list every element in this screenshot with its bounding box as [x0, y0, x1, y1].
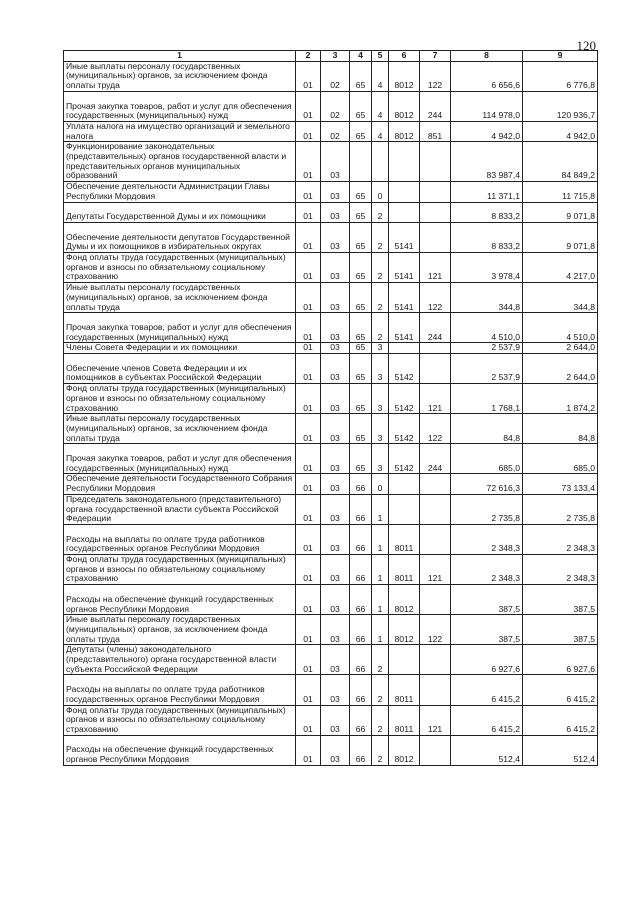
row-subsection: 03: [321, 283, 350, 313]
row-section: 01: [296, 142, 321, 182]
row-amount-1: 2 348,3: [451, 555, 523, 585]
row-program: 65: [350, 384, 372, 414]
row-section: 01: [296, 705, 321, 735]
row-target-article: 5142: [389, 354, 420, 384]
row-section: 01: [296, 444, 321, 474]
row-amount-1: 3 978,4: [451, 253, 523, 283]
row-target-article: 8012: [389, 61, 420, 91]
row-program: 66: [350, 494, 372, 524]
row-program: [350, 142, 372, 182]
row-name: Фонд оплаты труда государственных (муниципальных) органов и взносы по обязательному социальному страхованию: [64, 555, 296, 585]
row-subsection: 02: [321, 121, 350, 141]
header-cell: 3: [321, 51, 350, 62]
row-subsection: 03: [321, 494, 350, 524]
header-cell: 4: [350, 51, 372, 62]
row-target-article: 5142: [389, 384, 420, 414]
row-name: Обеспечение деятельности Государственного Собрания Республики Мордовия: [64, 474, 296, 494]
row-program: 66: [350, 675, 372, 705]
row-expense-type: [420, 735, 451, 765]
row-amount-1: 387,5: [451, 585, 523, 615]
row-subprogram: 0: [372, 182, 389, 202]
row-amount-1: 114 978,0: [451, 91, 523, 121]
row-subsection: 03: [321, 343, 350, 354]
row-target-article: 5141: [389, 222, 420, 252]
row-subsection: 03: [321, 414, 350, 444]
row-program: 65: [350, 121, 372, 141]
header-cell: 8: [451, 51, 523, 62]
row-amount-1: 6 927,6: [451, 645, 523, 675]
table-row: [64, 735, 598, 765]
table-row: [64, 384, 598, 414]
row-amount-1: 84,8: [451, 414, 523, 444]
row-subsection: 02: [321, 61, 350, 91]
row-target-article: 8011: [389, 675, 420, 705]
row-name: Депутаты Государственной Думы и их помощники: [64, 202, 296, 222]
row-amount-2: 73 133,4: [523, 474, 598, 494]
row-subprogram: 4: [372, 61, 389, 91]
row-target-article: 5141: [389, 313, 420, 343]
table-row: [64, 524, 598, 554]
row-target-article: 8012: [389, 121, 420, 141]
row-expense-type: 121: [420, 384, 451, 414]
row-expense-type: [420, 585, 451, 615]
table-row: [64, 91, 598, 121]
row-subprogram: 2: [372, 202, 389, 222]
row-amount-1: 6 415,2: [451, 675, 523, 705]
row-target-article: 5142: [389, 444, 420, 474]
row-amount-1: 4 942,0: [451, 121, 523, 141]
row-program: 65: [350, 253, 372, 283]
row-name: Расходы на выплаты по оплате труда работников государственных органов Республики Мордовия: [64, 524, 296, 554]
row-program: 66: [350, 585, 372, 615]
row-amount-1: 8 833,2: [451, 202, 523, 222]
header-cell: 1: [64, 51, 296, 62]
row-subprogram: 2: [372, 675, 389, 705]
row-subprogram: 2: [372, 222, 389, 252]
row-target-article: 5142: [389, 414, 420, 444]
table-body: [64, 61, 598, 765]
table-row: [64, 121, 598, 141]
row-amount-1: 4 510,0: [451, 313, 523, 343]
row-name: Обеспечение членов Совета Федерации и их помощников в субъектах Российской Федерации: [64, 354, 296, 384]
row-amount-2: 685,0: [523, 444, 598, 474]
row-subprogram: 2: [372, 645, 389, 675]
table-row: [64, 354, 598, 384]
row-name: Функционирование законодательных (представительных) органов государственной власти и представительных органов муниципальных образований: [64, 142, 296, 182]
row-section: 01: [296, 645, 321, 675]
row-name: Прочая закупка товаров, работ и услуг для обеспечения государственных (муниципальных) нужд: [64, 91, 296, 121]
table-row: [64, 585, 598, 615]
row-expense-type: 122: [420, 283, 451, 313]
row-program: 65: [350, 202, 372, 222]
row-amount-2: 11 715,8: [523, 182, 598, 202]
row-amount-1: 1 768,1: [451, 384, 523, 414]
row-subsection: 03: [321, 354, 350, 384]
row-target-article: 8012: [389, 91, 420, 121]
row-subprogram: 3: [372, 343, 389, 354]
row-section: 01: [296, 555, 321, 585]
row-target-article: 8011: [389, 524, 420, 554]
row-subsection: 03: [321, 142, 350, 182]
row-target-article: [389, 494, 420, 524]
row-expense-type: 244: [420, 91, 451, 121]
row-target-article: [389, 474, 420, 494]
row-amount-1: 344,8: [451, 283, 523, 313]
row-program: 65: [350, 343, 372, 354]
row-section: 01: [296, 61, 321, 91]
row-amount-2: 387,5: [523, 585, 598, 615]
row-amount-2: 6 415,2: [523, 675, 598, 705]
row-section: 01: [296, 494, 321, 524]
row-subprogram: 3: [372, 384, 389, 414]
row-program: 66: [350, 645, 372, 675]
row-amount-1: 72 616,3: [451, 474, 523, 494]
row-expense-type: [420, 645, 451, 675]
row-section: 01: [296, 474, 321, 494]
row-subprogram: 2: [372, 735, 389, 765]
row-subsection: 03: [321, 645, 350, 675]
row-expense-type: [420, 142, 451, 182]
table-row: [64, 202, 598, 222]
row-expense-type: 244: [420, 444, 451, 474]
row-name: Расходы на обеспечение функций государственных органов Республики Мордовия: [64, 735, 296, 765]
row-expense-type: [420, 494, 451, 524]
row-program: 65: [350, 182, 372, 202]
row-program: 65: [350, 61, 372, 91]
row-subsection: 03: [321, 585, 350, 615]
row-program: 66: [350, 474, 372, 494]
table-row: [64, 645, 598, 675]
row-program: 66: [350, 705, 372, 735]
table-row: [64, 675, 598, 705]
budget-table: [63, 50, 598, 766]
row-target-article: [389, 202, 420, 222]
table-row: [64, 142, 598, 182]
row-amount-2: 2 644,0: [523, 343, 598, 354]
row-amount-2: 4 510,0: [523, 313, 598, 343]
row-name: Фонд оплаты труда государственных (муниципальных) органов и взносы по обязательному социальному страхованию: [64, 705, 296, 735]
row-target-article: 5141: [389, 253, 420, 283]
row-expense-type: 244: [420, 313, 451, 343]
row-name: Уплата налога на имущество организаций и земельного налога: [64, 121, 296, 141]
row-expense-type: 851: [420, 121, 451, 141]
row-section: 01: [296, 343, 321, 354]
row-program: 65: [350, 283, 372, 313]
row-section: 01: [296, 615, 321, 645]
row-name: Председатель законодательного (представительного) органа государственной власти субъекта Российской Федерации: [64, 494, 296, 524]
row-subsection: 03: [321, 735, 350, 765]
row-amount-1: 685,0: [451, 444, 523, 474]
row-section: 01: [296, 384, 321, 414]
row-subprogram: 3: [372, 444, 389, 474]
row-name: Фонд оплаты труда государственных (муниципальных) органов и взносы по обязательному социальному страхованию: [64, 253, 296, 283]
row-expense-type: 121: [420, 253, 451, 283]
row-expense-type: [420, 343, 451, 354]
row-section: 01: [296, 414, 321, 444]
row-target-article: [389, 182, 420, 202]
table-header-row: [64, 51, 598, 62]
table-row: [64, 444, 598, 474]
row-target-article: [389, 142, 420, 182]
row-amount-2: 2 644,0: [523, 354, 598, 384]
header-cell: 2: [296, 51, 321, 62]
row-program: 65: [350, 222, 372, 252]
row-subprogram: [372, 142, 389, 182]
row-section: 01: [296, 585, 321, 615]
row-subprogram: 2: [372, 705, 389, 735]
row-program: 65: [350, 414, 372, 444]
table-row: [64, 182, 598, 202]
table-row: [64, 494, 598, 524]
row-program: 65: [350, 444, 372, 474]
row-subprogram: 2: [372, 283, 389, 313]
row-subprogram: 1: [372, 585, 389, 615]
row-target-article: 8012: [389, 585, 420, 615]
row-subprogram: 2: [372, 313, 389, 343]
row-name: Прочая закупка товаров, работ и услуг для обеспечения государственных (муниципальных) нужд: [64, 444, 296, 474]
row-subsection: 02: [321, 91, 350, 121]
row-amount-1: 2 537,9: [451, 343, 523, 354]
row-program: 65: [350, 354, 372, 384]
row-name: Обеспечение деятельности Администрации Главы Республики Мордовия: [64, 182, 296, 202]
row-expense-type: 122: [420, 414, 451, 444]
row-target-article: [389, 343, 420, 354]
row-amount-1: 6 656,6: [451, 61, 523, 91]
row-name: Иные выплаты персоналу государственных (муниципальных) органов, за исключением фонда оплаты труда: [64, 414, 296, 444]
row-amount-2: 4 942,0: [523, 121, 598, 141]
row-section: 01: [296, 253, 321, 283]
row-subprogram: 3: [372, 414, 389, 444]
header-cell: 9: [523, 51, 598, 62]
row-section: 01: [296, 121, 321, 141]
header-cell: 7: [420, 51, 451, 62]
row-subprogram: 1: [372, 555, 389, 585]
row-name: Иные выплаты персоналу государственных (муниципальных) органов, за исключением фонда оплаты труда: [64, 283, 296, 313]
table-row: [64, 61, 598, 91]
row-subprogram: 4: [372, 121, 389, 141]
row-expense-type: 122: [420, 615, 451, 645]
table-row: [64, 343, 598, 354]
row-section: 01: [296, 182, 321, 202]
table-row: [64, 555, 598, 585]
row-section: 01: [296, 283, 321, 313]
row-subsection: 03: [321, 444, 350, 474]
row-amount-1: 2 348,3: [451, 524, 523, 554]
table-row: [64, 414, 598, 444]
row-subsection: 03: [321, 705, 350, 735]
row-amount-1: 512,4: [451, 735, 523, 765]
row-section: 01: [296, 354, 321, 384]
row-subprogram: 0: [372, 474, 389, 494]
row-amount-2: 387,5: [523, 615, 598, 645]
row-section: 01: [296, 735, 321, 765]
row-subsection: 03: [321, 202, 350, 222]
row-name: Иные выплаты персоналу государственных (муниципальных) органов, за исключением фонда оплаты труда: [64, 61, 296, 91]
row-amount-2: 2 348,3: [523, 524, 598, 554]
row-amount-1: 387,5: [451, 615, 523, 645]
row-program: 66: [350, 524, 372, 554]
row-section: 01: [296, 313, 321, 343]
row-subsection: 03: [321, 615, 350, 645]
row-subsection: 03: [321, 222, 350, 252]
row-expense-type: [420, 354, 451, 384]
row-program: 66: [350, 735, 372, 765]
row-subsection: 03: [321, 474, 350, 494]
row-expense-type: [420, 202, 451, 222]
table-row: [64, 253, 598, 283]
row-amount-1: 2 735,8: [451, 494, 523, 524]
row-target-article: 8012: [389, 615, 420, 645]
row-subsection: 03: [321, 675, 350, 705]
row-amount-2: 2 348,3: [523, 555, 598, 585]
row-amount-1: 6 415,2: [451, 705, 523, 735]
row-name: Депутаты (члены) законодательного (представительного) органа государственной власти субъекта Российской Федерации: [64, 645, 296, 675]
row-name: Фонд оплаты труда государственных (муниципальных) органов и взносы по обязательному социальному страхованию: [64, 384, 296, 414]
row-target-article: 8011: [389, 705, 420, 735]
row-amount-2: 6 415,2: [523, 705, 598, 735]
row-program: 65: [350, 91, 372, 121]
row-amount-2: 9 071,8: [523, 222, 598, 252]
row-expense-type: 121: [420, 705, 451, 735]
table-row: [64, 615, 598, 645]
row-section: 01: [296, 91, 321, 121]
row-name: Иные выплаты персоналу государственных (муниципальных) органов, за исключением фонда оплаты труда: [64, 615, 296, 645]
row-program: 65: [350, 313, 372, 343]
row-program: 66: [350, 615, 372, 645]
row-amount-2: 6 776,8: [523, 61, 598, 91]
row-amount-1: 8 833,2: [451, 222, 523, 252]
row-amount-2: 2 735,8: [523, 494, 598, 524]
row-section: 01: [296, 222, 321, 252]
row-subsection: 03: [321, 555, 350, 585]
row-amount-1: 83 987,4: [451, 142, 523, 182]
row-target-article: 8011: [389, 555, 420, 585]
row-target-article: 8012: [389, 735, 420, 765]
table-row: [64, 222, 598, 252]
row-name: Обеспечение деятельности депутатов Государственной Думы и их помощников в избирательных округах: [64, 222, 296, 252]
row-subprogram: 2: [372, 253, 389, 283]
row-expense-type: [420, 474, 451, 494]
row-subsection: 03: [321, 313, 350, 343]
row-expense-type: [420, 675, 451, 705]
table-row: [64, 474, 598, 494]
row-subsection: 03: [321, 253, 350, 283]
row-expense-type: [420, 524, 451, 554]
table-row: [64, 283, 598, 313]
row-subsection: 03: [321, 384, 350, 414]
row-name: Члены Совета Федерации и их помощники: [64, 343, 296, 354]
row-name: Прочая закупка товаров, работ и услуг для обеспечения государственных (муниципальных) нужд: [64, 313, 296, 343]
row-subprogram: 1: [372, 615, 389, 645]
row-amount-2: 6 927,6: [523, 645, 598, 675]
row-amount-2: 84 849,2: [523, 142, 598, 182]
row-expense-type: 121: [420, 555, 451, 585]
row-subprogram: 3: [372, 354, 389, 384]
row-subsection: 03: [321, 182, 350, 202]
row-section: 01: [296, 524, 321, 554]
header-cell: 6: [389, 51, 420, 62]
row-amount-2: 84,8: [523, 414, 598, 444]
header-cell: 5: [372, 51, 389, 62]
row-section: 01: [296, 202, 321, 222]
row-name: Расходы на выплаты по оплате труда работников государственных органов Республики Мордовия: [64, 675, 296, 705]
row-amount-2: 512,4: [523, 735, 598, 765]
row-target-article: 5141: [389, 283, 420, 313]
row-name: Расходы на обеспечение функций государственных органов Республики Мордовия: [64, 585, 296, 615]
row-target-article: [389, 645, 420, 675]
row-program: 66: [350, 555, 372, 585]
row-amount-2: 9 071,8: [523, 202, 598, 222]
row-amount-2: 4 217,0: [523, 253, 598, 283]
row-subsection: 03: [321, 524, 350, 554]
row-amount-2: 1 874,2: [523, 384, 598, 414]
table-row: [64, 705, 598, 735]
row-amount-2: 344,8: [523, 283, 598, 313]
row-amount-2: 120 936,7: [523, 91, 598, 121]
page-number: 120: [576, 38, 596, 53]
row-expense-type: 122: [420, 61, 451, 91]
row-expense-type: [420, 222, 451, 252]
row-subprogram: 1: [372, 494, 389, 524]
row-subprogram: 1: [372, 524, 389, 554]
row-amount-1: 2 537,9: [451, 354, 523, 384]
row-amount-1: 11 371,1: [451, 182, 523, 202]
row-subprogram: 4: [372, 91, 389, 121]
row-expense-type: [420, 182, 451, 202]
table-row: [64, 313, 598, 343]
row-section: 01: [296, 675, 321, 705]
